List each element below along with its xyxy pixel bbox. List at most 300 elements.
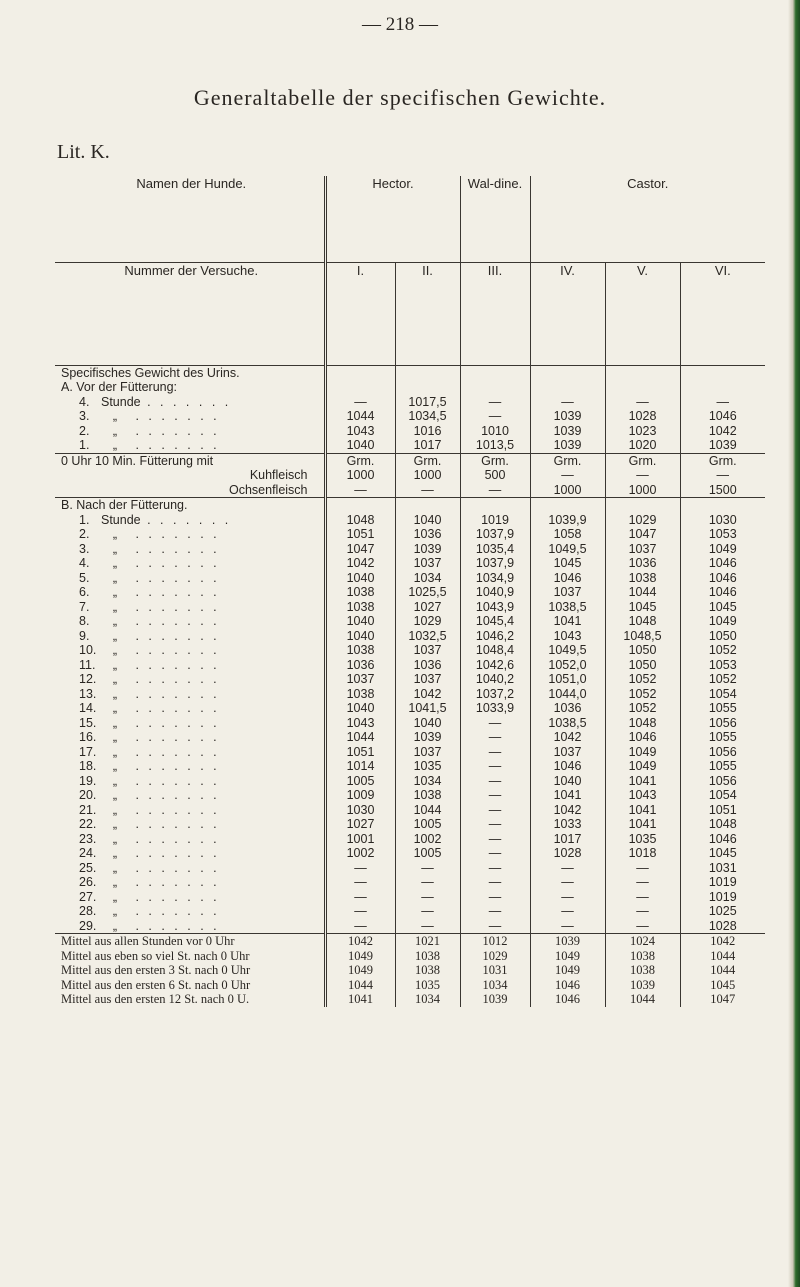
leader-dots: . . . . . . . bbox=[129, 423, 220, 438]
hour-label: „ bbox=[112, 904, 118, 918]
hour-number: 6. bbox=[79, 585, 90, 599]
value-cell: 1046 bbox=[628, 730, 657, 744]
feeding-column bbox=[325, 453, 395, 498]
value-cell: 1056 bbox=[708, 744, 737, 759]
value-cell: 1039 bbox=[553, 423, 582, 438]
value-cell: — bbox=[354, 860, 367, 875]
hour-row-label bbox=[61, 395, 322, 410]
value-cell: 1005 bbox=[413, 846, 442, 860]
header-experiment-numbers-row bbox=[55, 262, 765, 365]
leader-dots: . . . . . . . bbox=[129, 715, 220, 730]
mittel-value: 1042 bbox=[348, 934, 373, 948]
value-cell: 1046 bbox=[553, 759, 582, 773]
value-cell: — bbox=[561, 918, 574, 933]
value-cell: 1044 bbox=[346, 730, 375, 744]
feeding-column bbox=[460, 453, 530, 498]
hour-label: „ bbox=[112, 643, 118, 657]
hour-label: „ bbox=[112, 585, 118, 599]
value-cell: 1048,4 bbox=[475, 643, 515, 657]
value-column bbox=[680, 365, 765, 453]
hour-number: 17. bbox=[79, 744, 97, 759]
value-cell: 1027 bbox=[413, 599, 442, 614]
hour-number: 16. bbox=[79, 730, 97, 744]
value-cell: 1050 bbox=[628, 657, 657, 672]
mittel-column bbox=[605, 934, 680, 1007]
leader-dots: . . . . . . . bbox=[129, 438, 220, 452]
value-cell: — bbox=[488, 875, 502, 889]
value-cell: 1052 bbox=[628, 686, 657, 701]
spacer-line bbox=[463, 498, 528, 513]
hour-row-label bbox=[61, 759, 322, 774]
hour-label: „ bbox=[112, 744, 118, 759]
hour-number: 10. bbox=[79, 643, 97, 657]
section-feeding bbox=[55, 453, 765, 498]
value-cell: 1055 bbox=[708, 759, 737, 773]
hour-number: 29. bbox=[79, 918, 97, 933]
value-cell: 1039 bbox=[708, 438, 737, 452]
value-cell: — bbox=[488, 730, 502, 744]
hour-label: „ bbox=[112, 802, 118, 817]
hour-row-label bbox=[61, 542, 322, 557]
feeding-column bbox=[395, 453, 460, 498]
value-cell: 1045 bbox=[708, 599, 737, 614]
hour-row-label bbox=[61, 687, 322, 702]
mittel-column bbox=[530, 934, 605, 1007]
mittel-value: 1041 bbox=[348, 992, 373, 1006]
value-cell: 1037,9 bbox=[475, 556, 515, 570]
value-cell: — bbox=[716, 394, 730, 409]
feeding-cell: 1000 bbox=[628, 482, 657, 497]
value-cell: 1037 bbox=[553, 585, 582, 599]
label-line: B. Nach der Fütterung. bbox=[61, 498, 188, 512]
value-cell: 1009 bbox=[346, 788, 375, 802]
value-cell: 1048 bbox=[346, 512, 375, 527]
value-cell: 1042,6 bbox=[475, 657, 515, 672]
value-cell: 1044 bbox=[346, 409, 375, 423]
value-cell: 1052 bbox=[708, 672, 737, 686]
section-b-labels bbox=[55, 498, 325, 934]
hour-row-label bbox=[61, 846, 322, 861]
hour-number: 25. bbox=[79, 860, 97, 875]
value-cell: 1025,5 bbox=[408, 585, 447, 599]
value-cell: 1040 bbox=[346, 628, 375, 643]
value-column bbox=[605, 498, 680, 934]
value-column bbox=[325, 365, 395, 453]
value-cell: — bbox=[488, 918, 502, 933]
value-cell: 1002 bbox=[413, 831, 442, 846]
hour-label: „ bbox=[112, 409, 118, 423]
mittel-column bbox=[460, 934, 530, 1007]
page-number: — 218 — bbox=[362, 14, 438, 35]
hour-number: 3. bbox=[79, 409, 90, 423]
leader-dots: . . . . . . . bbox=[129, 599, 220, 614]
value-cell: 1054 bbox=[708, 788, 737, 802]
mittel-value: 1039 bbox=[630, 977, 655, 992]
header-waldine: Wal-dine. bbox=[460, 176, 530, 262]
value-cell: 1056 bbox=[708, 715, 737, 730]
hour-row-label bbox=[61, 409, 322, 424]
spacer-line bbox=[398, 380, 458, 395]
hour-label: „ bbox=[112, 875, 118, 889]
leader-dots: . . . . . . . bbox=[129, 409, 220, 423]
leader-dots: . . . . . . . bbox=[129, 875, 220, 889]
value-cell: 1045 bbox=[708, 846, 737, 860]
feeding-cell: 1500 bbox=[708, 482, 737, 497]
feeding-labels bbox=[55, 453, 325, 498]
hour-row-label bbox=[61, 513, 322, 528]
value-cell: 1051 bbox=[708, 802, 737, 817]
value-cell: 1036 bbox=[346, 657, 375, 672]
value-cell: 1045 bbox=[553, 556, 582, 570]
value-cell: 1048 bbox=[708, 817, 737, 831]
feeding-cell: — bbox=[561, 468, 574, 482]
leader-dots: . . . . . . . bbox=[129, 846, 220, 860]
feeding-cell: 500 bbox=[484, 468, 506, 482]
value-cell: 1049,5 bbox=[548, 541, 587, 556]
mittel-value: 1049 bbox=[348, 948, 373, 963]
hour-row-label bbox=[61, 527, 322, 542]
hour-number: 1. bbox=[79, 438, 90, 452]
value-cell: 1044,0 bbox=[548, 686, 587, 701]
value-cell: 1045 bbox=[628, 599, 657, 614]
leader-dots: . . . . . . . bbox=[140, 394, 232, 409]
hour-label: „ bbox=[112, 715, 118, 730]
value-cell: 1017 bbox=[413, 438, 442, 452]
value-cell: — bbox=[488, 802, 502, 817]
value-cell: 1028 bbox=[708, 918, 737, 933]
value-cell: 1037,2 bbox=[475, 686, 515, 701]
value-cell: 1037 bbox=[413, 556, 442, 570]
leader-dots: . . . . . . . bbox=[129, 860, 220, 875]
mittel-value: 1044 bbox=[630, 992, 655, 1006]
value-cell: 1030 bbox=[346, 802, 375, 817]
mittel-labels bbox=[55, 934, 325, 1007]
value-cell: 1046 bbox=[708, 831, 737, 846]
value-cell: 1050 bbox=[628, 643, 657, 657]
hour-label: „ bbox=[112, 614, 118, 628]
mittel-value: 1012 bbox=[482, 934, 508, 948]
leader-dots: . . . . . . . bbox=[129, 831, 220, 846]
hour-label: „ bbox=[112, 918, 118, 933]
value-cell: 1052 bbox=[708, 643, 737, 657]
value-cell: 1027 bbox=[346, 817, 375, 831]
hour-row-label bbox=[61, 629, 322, 644]
hour-number: 23. bbox=[79, 831, 97, 846]
value-cell: 1019 bbox=[708, 875, 737, 889]
value-cell: 1039 bbox=[553, 438, 582, 452]
hour-label: „ bbox=[112, 599, 118, 614]
hour-number: 9. bbox=[79, 628, 90, 643]
value-cell: 1042 bbox=[346, 556, 375, 570]
hour-label: „ bbox=[112, 860, 118, 875]
value-cell: — bbox=[636, 889, 649, 904]
hour-number: 24. bbox=[79, 846, 97, 860]
mittel-value: 1038 bbox=[630, 963, 655, 977]
value-cell: 1043 bbox=[346, 715, 375, 730]
hour-number: 8. bbox=[79, 614, 90, 628]
mittel-value: 1046 bbox=[555, 977, 580, 992]
hour-label: „ bbox=[112, 541, 118, 556]
leader-dots: . . . . . . . bbox=[129, 686, 220, 701]
value-cell: — bbox=[421, 875, 434, 889]
spacer-line bbox=[683, 366, 764, 381]
value-cell: — bbox=[354, 904, 367, 918]
mittel-value: 1049 bbox=[555, 948, 580, 963]
value-cell: — bbox=[421, 860, 434, 875]
hour-row-label bbox=[61, 919, 322, 934]
hour-row-label bbox=[61, 803, 322, 818]
mittel-value: 1046 bbox=[555, 992, 580, 1006]
hour-row-label bbox=[61, 817, 322, 832]
value-cell: 1055 bbox=[708, 701, 737, 715]
hour-label: „ bbox=[112, 570, 118, 585]
page-title: Generaltabelle der specifischen Gewichte. bbox=[193, 85, 607, 110]
value-cell: 1058 bbox=[553, 527, 582, 541]
mittel-value: 1038 bbox=[415, 948, 440, 963]
hour-number: 18. bbox=[79, 759, 97, 773]
leader-dots: . . . . . . . bbox=[129, 759, 220, 773]
leader-dots: . . . . . . . bbox=[129, 802, 220, 817]
hour-label: „ bbox=[112, 672, 118, 686]
spacer-line bbox=[398, 498, 458, 513]
label-line: 0 Uhr 10 Min. Fütterung mit bbox=[61, 453, 214, 468]
hour-number: 28. bbox=[79, 904, 97, 918]
value-cell: — bbox=[636, 904, 649, 918]
value-cell: 1048 bbox=[628, 715, 657, 730]
value-cell: — bbox=[488, 759, 502, 773]
feeding-column bbox=[680, 453, 765, 498]
mittel-label: Mittel aus eben so viel St. nach 0 Uhr bbox=[61, 948, 250, 963]
feeding-cell: Grm. bbox=[553, 453, 582, 468]
value-cell: 1034,5 bbox=[408, 409, 447, 423]
section-mittel-averages bbox=[55, 934, 765, 1007]
label-line: Specifisches Gewicht des Urins. bbox=[61, 365, 240, 380]
value-cell: 1040 bbox=[553, 773, 582, 788]
mittel-value: 1044 bbox=[710, 963, 736, 977]
hour-label: „ bbox=[112, 889, 118, 904]
value-cell: 1014 bbox=[346, 759, 375, 773]
experiment-number: V. bbox=[605, 262, 680, 365]
value-cell: — bbox=[488, 831, 502, 846]
hour-label: „ bbox=[112, 846, 118, 860]
value-cell: 1052 bbox=[628, 672, 657, 686]
value-cell: 1034,9 bbox=[475, 570, 515, 585]
hour-label: Stunde bbox=[101, 512, 141, 527]
hour-number: 27. bbox=[79, 889, 97, 904]
feeding-cell: — bbox=[488, 482, 502, 497]
spacer-line bbox=[329, 498, 393, 513]
value-cell: 1040 bbox=[346, 701, 375, 715]
hour-number: 7. bbox=[79, 599, 90, 614]
hour-number: 19. bbox=[79, 773, 97, 788]
value-cell: 1049 bbox=[708, 541, 737, 556]
value-cell: 1041,5 bbox=[408, 701, 447, 715]
hour-label: „ bbox=[112, 686, 118, 701]
mittel-value: 1031 bbox=[482, 963, 508, 977]
value-cell: 1043,9 bbox=[475, 599, 515, 614]
hour-number: 2. bbox=[79, 527, 90, 541]
value-cell: — bbox=[488, 788, 502, 802]
feeding-cell: 1000 bbox=[553, 482, 582, 497]
value-cell: 1037 bbox=[553, 744, 582, 759]
value-cell: — bbox=[488, 817, 502, 831]
leader-dots: . . . . . . . bbox=[129, 585, 220, 599]
value-cell: 1033 bbox=[553, 817, 582, 831]
hour-number: 22. bbox=[79, 817, 97, 831]
value-cell: 1046 bbox=[553, 570, 582, 585]
value-column bbox=[680, 498, 765, 934]
value-cell: 1036 bbox=[413, 657, 442, 672]
mittel-value: 1034 bbox=[415, 992, 440, 1006]
hour-label: „ bbox=[112, 773, 118, 788]
value-cell: — bbox=[561, 904, 574, 918]
leader-dots: . . . . . . . bbox=[129, 817, 220, 831]
value-cell: 1034 bbox=[413, 773, 442, 788]
mittel-value: 1038 bbox=[630, 948, 655, 963]
value-cell: 1038 bbox=[346, 643, 375, 657]
hour-number: 11. bbox=[79, 657, 96, 672]
hour-row-label bbox=[61, 716, 322, 731]
value-cell: 1029 bbox=[413, 614, 442, 628]
value-cell: 1016 bbox=[413, 423, 442, 438]
versuche-label: Nummer der Versuche. bbox=[55, 262, 325, 365]
header-castor: Castor. bbox=[627, 176, 669, 191]
spacer-line bbox=[329, 380, 393, 395]
experiment-number: I. bbox=[325, 262, 395, 365]
feeding-cell: — bbox=[421, 482, 434, 497]
value-cell: 1049 bbox=[628, 744, 657, 759]
value-cell: 1040 bbox=[413, 715, 442, 730]
value-cell: — bbox=[561, 875, 574, 889]
hour-label: „ bbox=[112, 788, 118, 802]
names-label: Namen der Hunde. bbox=[55, 176, 325, 262]
value-cell: 1002 bbox=[346, 846, 375, 860]
leader-dots: . . . . . . . bbox=[129, 904, 220, 918]
value-cell: 1037 bbox=[413, 643, 442, 657]
feeding-cell: — bbox=[354, 482, 367, 497]
value-cell: 1030 bbox=[708, 512, 737, 527]
value-cell: 1037 bbox=[346, 672, 375, 686]
hour-label: „ bbox=[112, 556, 118, 570]
value-cell: 1043 bbox=[346, 423, 375, 438]
leader-dots: . . . . . . . bbox=[129, 527, 220, 541]
leader-dots: . . . . . . . bbox=[129, 773, 220, 788]
value-cell: — bbox=[561, 860, 574, 875]
value-column bbox=[395, 365, 460, 453]
hour-row-label bbox=[61, 600, 322, 615]
hour-row-label bbox=[61, 774, 322, 789]
hour-label: „ bbox=[112, 527, 118, 541]
value-cell: — bbox=[561, 889, 574, 904]
leader-dots: . . . . . . . bbox=[129, 570, 220, 585]
value-cell: 1042 bbox=[708, 423, 737, 438]
hour-number: 2. bbox=[79, 423, 90, 438]
hour-label: „ bbox=[112, 628, 118, 643]
value-cell: 1010 bbox=[481, 423, 509, 438]
feeding-cell: Grm. bbox=[708, 453, 737, 468]
mittel-value: 1042 bbox=[710, 934, 736, 948]
hour-row-label bbox=[61, 730, 322, 745]
value-cell: — bbox=[561, 394, 574, 409]
label-line: A. Vor der Fütterung: bbox=[61, 380, 178, 394]
value-cell: 1018 bbox=[628, 846, 657, 860]
value-cell: — bbox=[488, 773, 502, 788]
value-cell: 1041 bbox=[553, 614, 582, 628]
mittel-value: 1021 bbox=[415, 934, 440, 948]
spacer-line bbox=[683, 498, 764, 513]
mittel-value: 1045 bbox=[710, 977, 736, 992]
hour-number: 20. bbox=[79, 788, 97, 802]
value-column bbox=[530, 365, 605, 453]
value-cell: 1037,9 bbox=[475, 527, 515, 541]
spacer-line bbox=[533, 380, 603, 395]
value-cell: — bbox=[354, 875, 367, 889]
hour-label: „ bbox=[112, 701, 118, 715]
mittel-value: 1024 bbox=[630, 934, 655, 948]
value-cell: 1020 bbox=[628, 438, 657, 452]
value-cell: 1041 bbox=[553, 788, 582, 802]
value-cell: 1038 bbox=[346, 599, 375, 614]
hour-label: „ bbox=[112, 759, 118, 773]
feeding-cell: 1000 bbox=[346, 468, 375, 482]
leader-dots: . . . . . . . bbox=[129, 744, 220, 759]
value-cell: 1036 bbox=[628, 556, 657, 570]
hour-row-label bbox=[61, 904, 322, 919]
value-cell: — bbox=[488, 904, 502, 918]
value-cell: 1043 bbox=[628, 788, 657, 802]
value-cell: 1005 bbox=[346, 773, 375, 788]
book-binding-edge bbox=[788, 0, 800, 1287]
mittel-label: Mittel aus allen Stunden vor 0 Uhr bbox=[61, 934, 235, 948]
value-cell: — bbox=[636, 918, 649, 933]
value-cell: 1051 bbox=[346, 744, 375, 759]
value-cell: — bbox=[636, 394, 649, 409]
value-cell: 1037 bbox=[413, 744, 442, 759]
value-cell: 1036 bbox=[413, 527, 442, 541]
value-cell: — bbox=[421, 918, 434, 933]
value-cell: 1049 bbox=[628, 759, 657, 773]
hour-number: 12. bbox=[79, 672, 97, 686]
value-cell: 1013,5 bbox=[475, 438, 515, 452]
mittel-value: 1049 bbox=[348, 963, 373, 977]
mittel-label: Mittel aus den ersten 12 St. nach 0 U. bbox=[61, 992, 250, 1006]
value-cell: — bbox=[488, 394, 502, 409]
experiment-number: II. bbox=[395, 262, 460, 365]
leader-dots: . . . . . . . bbox=[129, 657, 220, 672]
leader-dots: . . . . . . . bbox=[129, 541, 220, 556]
hour-row-label bbox=[61, 556, 322, 571]
experiment-number: III. bbox=[460, 262, 530, 365]
value-cell: 1029 bbox=[628, 512, 657, 527]
value-cell: 1046,2 bbox=[475, 628, 515, 643]
mittel-column bbox=[395, 934, 460, 1007]
leader-dots: . . . . . . . bbox=[129, 730, 220, 744]
value-cell: 1019 bbox=[708, 889, 737, 904]
mittel-label: Mittel aus den ersten 3 St. nach 0 Uhr bbox=[61, 963, 251, 977]
mittel-value: 1047 bbox=[710, 992, 736, 1006]
mittel-value: 1049 bbox=[555, 963, 580, 977]
value-cell: 1053 bbox=[708, 657, 737, 672]
value-cell: 1048,5 bbox=[623, 628, 662, 643]
section-a-labels bbox=[55, 365, 325, 453]
leader-dots: . . . . . . . bbox=[129, 556, 220, 570]
value-column bbox=[460, 498, 530, 934]
value-cell: 1040 bbox=[346, 570, 375, 585]
value-cell: 1042 bbox=[553, 730, 582, 744]
hour-label: „ bbox=[112, 730, 118, 744]
value-cell: 1001 bbox=[346, 831, 375, 846]
value-cell: 1038 bbox=[413, 788, 442, 802]
